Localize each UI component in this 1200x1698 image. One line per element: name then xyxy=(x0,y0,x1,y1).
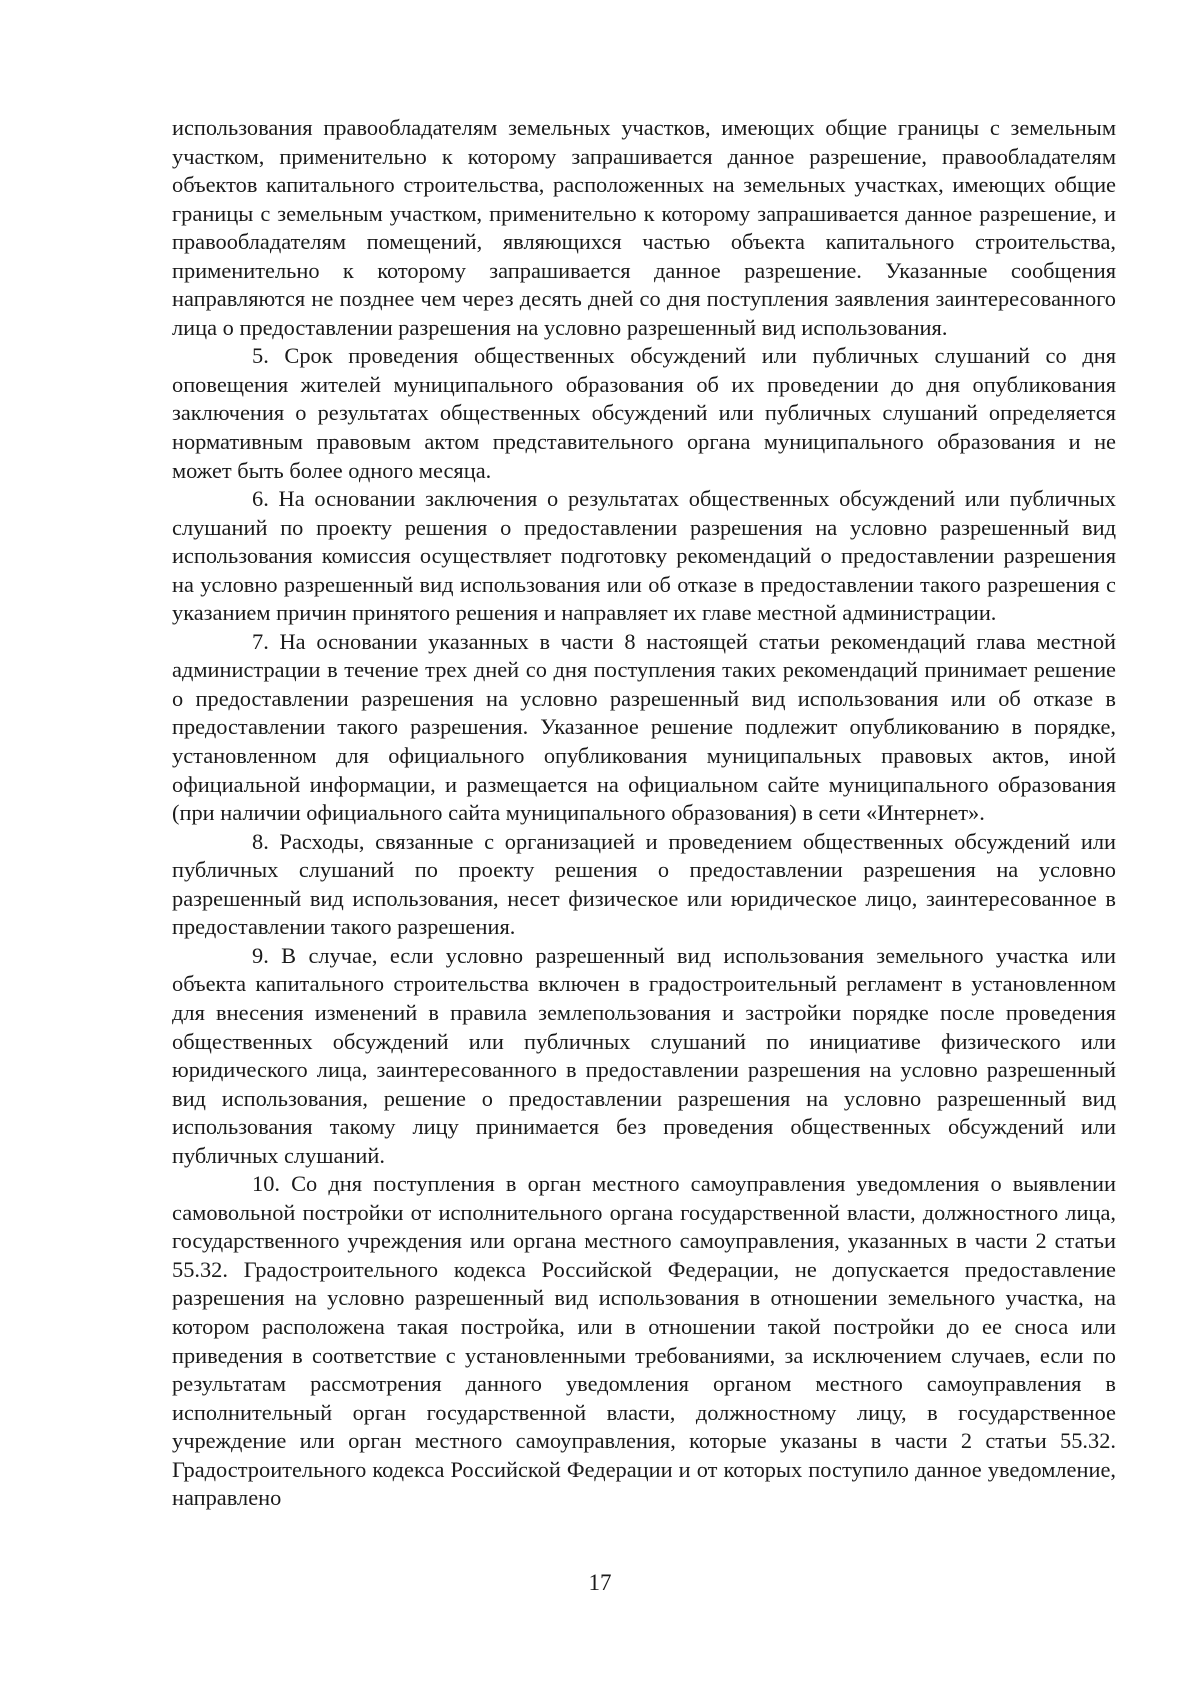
paragraph-8: 8. Расходы, связанные с организацией и проведением общественных обсуждений или публичных слушаний по проекту решения о предоставлении разрешения на условно разрешенный вид использования, несет физическое или юридическое лицо, заинтересованное в предоставлении такого разрешения. xyxy=(172,828,1116,940)
paragraph-5: 5. Срок проведения общественных обсуждений или публичных слушаний со дня оповещения жителей муниципального образования об их проведении до дня опубликования заключения о результатах общественных обсуждений или публичных слушаний определяется нормативным правовым актом представительного органа муниципального образования и не может быть более одного месяца. xyxy=(172,343,1116,483)
page-number: 17 xyxy=(588,1570,612,1595)
paragraph-7: 7. На основании указанных в части 8 настоящей статьи рекомендаций глава местной администрации в течение трех дней со дня поступления таких рекомендаций принимает решение о предоставлении разрешения на условно разрешенный вид использования или об отказе в предоставлении такого разрешения. Указанное решение подлежит опубликованию в порядке, установленном для официального опубликования муниципальных правовых актов, иной официальной информации, и размещается на официальном сайте муниципального образования (при наличии официального сайта муниципального образования) в сети «Интернет». xyxy=(172,628,1116,826)
paragraph-continuation: использования правообладателям земельных участков, имеющих общие границы с земельным участком, применительно к которому запрашивается данное разрешение, правообладателям объектов капитального строительства, расположенных на земельных участках, имеющих общие границы с земельным участком, применительно к которому запрашивается данное разрешение, и правообладателям помещений, являющихся частью объекта капитального строительства, применительно к которому запрашивается данное разрешение. Указанные сообщения направляются не позднее чем через десять дней со дня поступления заявления заинтересованного лица о предоставлении разрешения на условно разрешенный вид использования. xyxy=(172,115,1116,340)
paragraph-6: 6. На основании заключения о результатах общественных обсуждений или публичных слушаний по проекту решения о предоставлении разрешения на условно разрешенный вид использования комиссия осуществляет подготовку рекомендаций о предоставлении разрешения на условно разрешенный вид использования или об отказе в предоставлении такого разрешения с указанием причин принятого решения и направляет их главе местной администрации. xyxy=(172,486,1116,626)
document-body xyxy=(172,114,1116,1513)
paragraph-9: 9. В случае, если условно разрешенный вид использования земельного участка или объекта капитального строительства включен в градостроительный регламент в установленном для внесения изменений в правила землепользования и застройки порядке после проведения общественных обсуждений или публичных слушаний по инициативе физического или юридического лица, заинтересованного в предоставлении разрешения на условно разрешенный вид использования, решение о предоставлении разрешения на условно разрешенный вид использования такому лицу принимается без проведения общественных обсуждений или публичных слушаний. xyxy=(172,942,1116,1168)
paragraph-10: 10. Со дня поступления в орган местного самоуправления уведомления о выявлении самовольной постройки от исполнительного органа государственной власти, должностного лица, государственного учреждения или органа местного самоуправления, указанных в части 2 статьи 55.32. Градостроительного кодекса Российской Федерации, не допускается предоставление разрешения на условно разрешенный вид использования в отношении земельного участка, на котором расположена такая постройка, или в отношении такой постройки до ее сноса или приведения в соответствие с установленными требованиями, за исключением случаев, если по результатам рассмотрения данного уведомления органом местного самоуправления в исполнительный орган государственной власти, должностному лицу, в государственное учреждение или орган местного самоуправления, которые указаны в части 2 статьи 55.32. Градостроительного кодекса Российской Федерации и от которых поступило данное уведомление, направлено xyxy=(172,1171,1116,1511)
